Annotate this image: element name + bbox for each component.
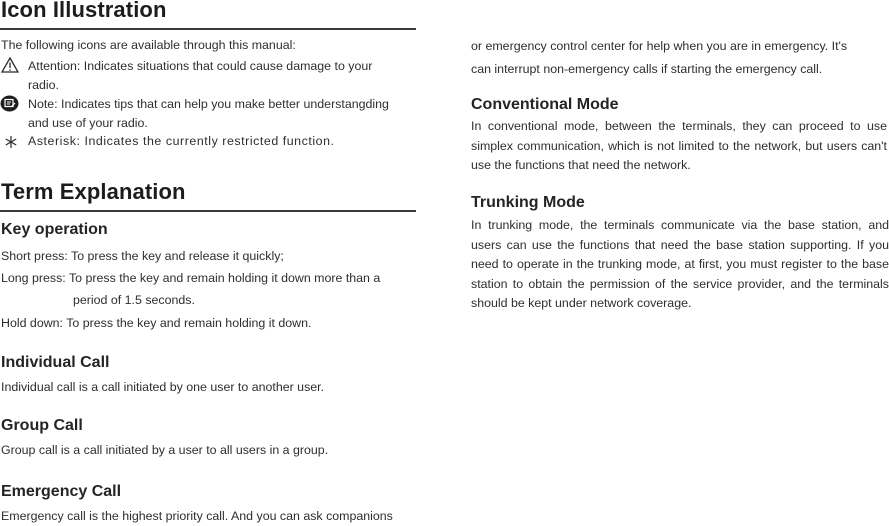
group-call-text: Group call is a call initiated by a user to all users in a group. xyxy=(1,443,329,457)
conventional-mode-heading: Conventional Mode xyxy=(471,96,619,113)
icon-illustration-title: Icon Illustration xyxy=(1,0,167,22)
individual-call-text: Individual call is a call initiated by one user to another user. xyxy=(1,380,325,394)
attention-text-line2: radio. xyxy=(28,78,59,92)
trunking-mode-text: In trunking mode, the terminals communicate via the base station, and users can use the functions that need the base station supporting. If you need to operate in the trunking mode, at first, you must register to the base station to obtain the permission of the service provider, and the terminals should be kept under network coverage. xyxy=(471,218,889,310)
attention-text-line1: Attention: Indicates situations that could cause damage to your xyxy=(28,59,373,73)
warning-triangle-icon xyxy=(1,57,19,73)
asterisk-icon xyxy=(4,135,18,149)
conventional-mode-text: In conventional mode, between the terminals, they can proceed to use simplex communication, which is not limited to the network, but users can't use the functions that need the network. xyxy=(471,119,887,172)
individual-call-heading: Individual Call xyxy=(1,354,110,371)
emergency-call-continued-line1: or emergency control center for help when you are in emergency. It's xyxy=(471,39,848,53)
emergency-call-continued-line2: can interrupt non-emergency calls if starting the emergency call. xyxy=(471,62,823,76)
key-operation-heading: Key operation xyxy=(1,221,108,238)
long-press-text-line1: Long press: To press the key and remain holding it down more than a xyxy=(1,271,381,285)
emergency-call-heading: Emergency Call xyxy=(1,483,122,500)
emergency-call-text: Emergency call is the highest priority call. And you can ask companions xyxy=(1,509,393,523)
hold-down-text: Hold down: To press the key and remain holding it down. xyxy=(1,316,312,330)
section-divider xyxy=(0,210,416,212)
term-explanation-title: Term Explanation xyxy=(1,179,186,204)
long-press-text-line2: period of 1.5 seconds. xyxy=(73,293,195,307)
note-text-line1: Note: Indicates tips that can help you make better understangding xyxy=(28,97,389,111)
note-icon xyxy=(0,95,19,112)
trunking-mode-heading: Trunking Mode xyxy=(471,194,585,211)
section-divider xyxy=(0,28,416,30)
icon-intro-text: The following icons are available through this manual: xyxy=(1,38,296,52)
short-press-text: Short press: To press the key and release it quickly; xyxy=(1,249,284,263)
group-call-heading: Group Call xyxy=(1,417,83,434)
note-text-line2: and use of your radio. xyxy=(28,116,148,130)
asterisk-text: Asterisk: Indicates the currently restricted function. xyxy=(28,134,335,148)
